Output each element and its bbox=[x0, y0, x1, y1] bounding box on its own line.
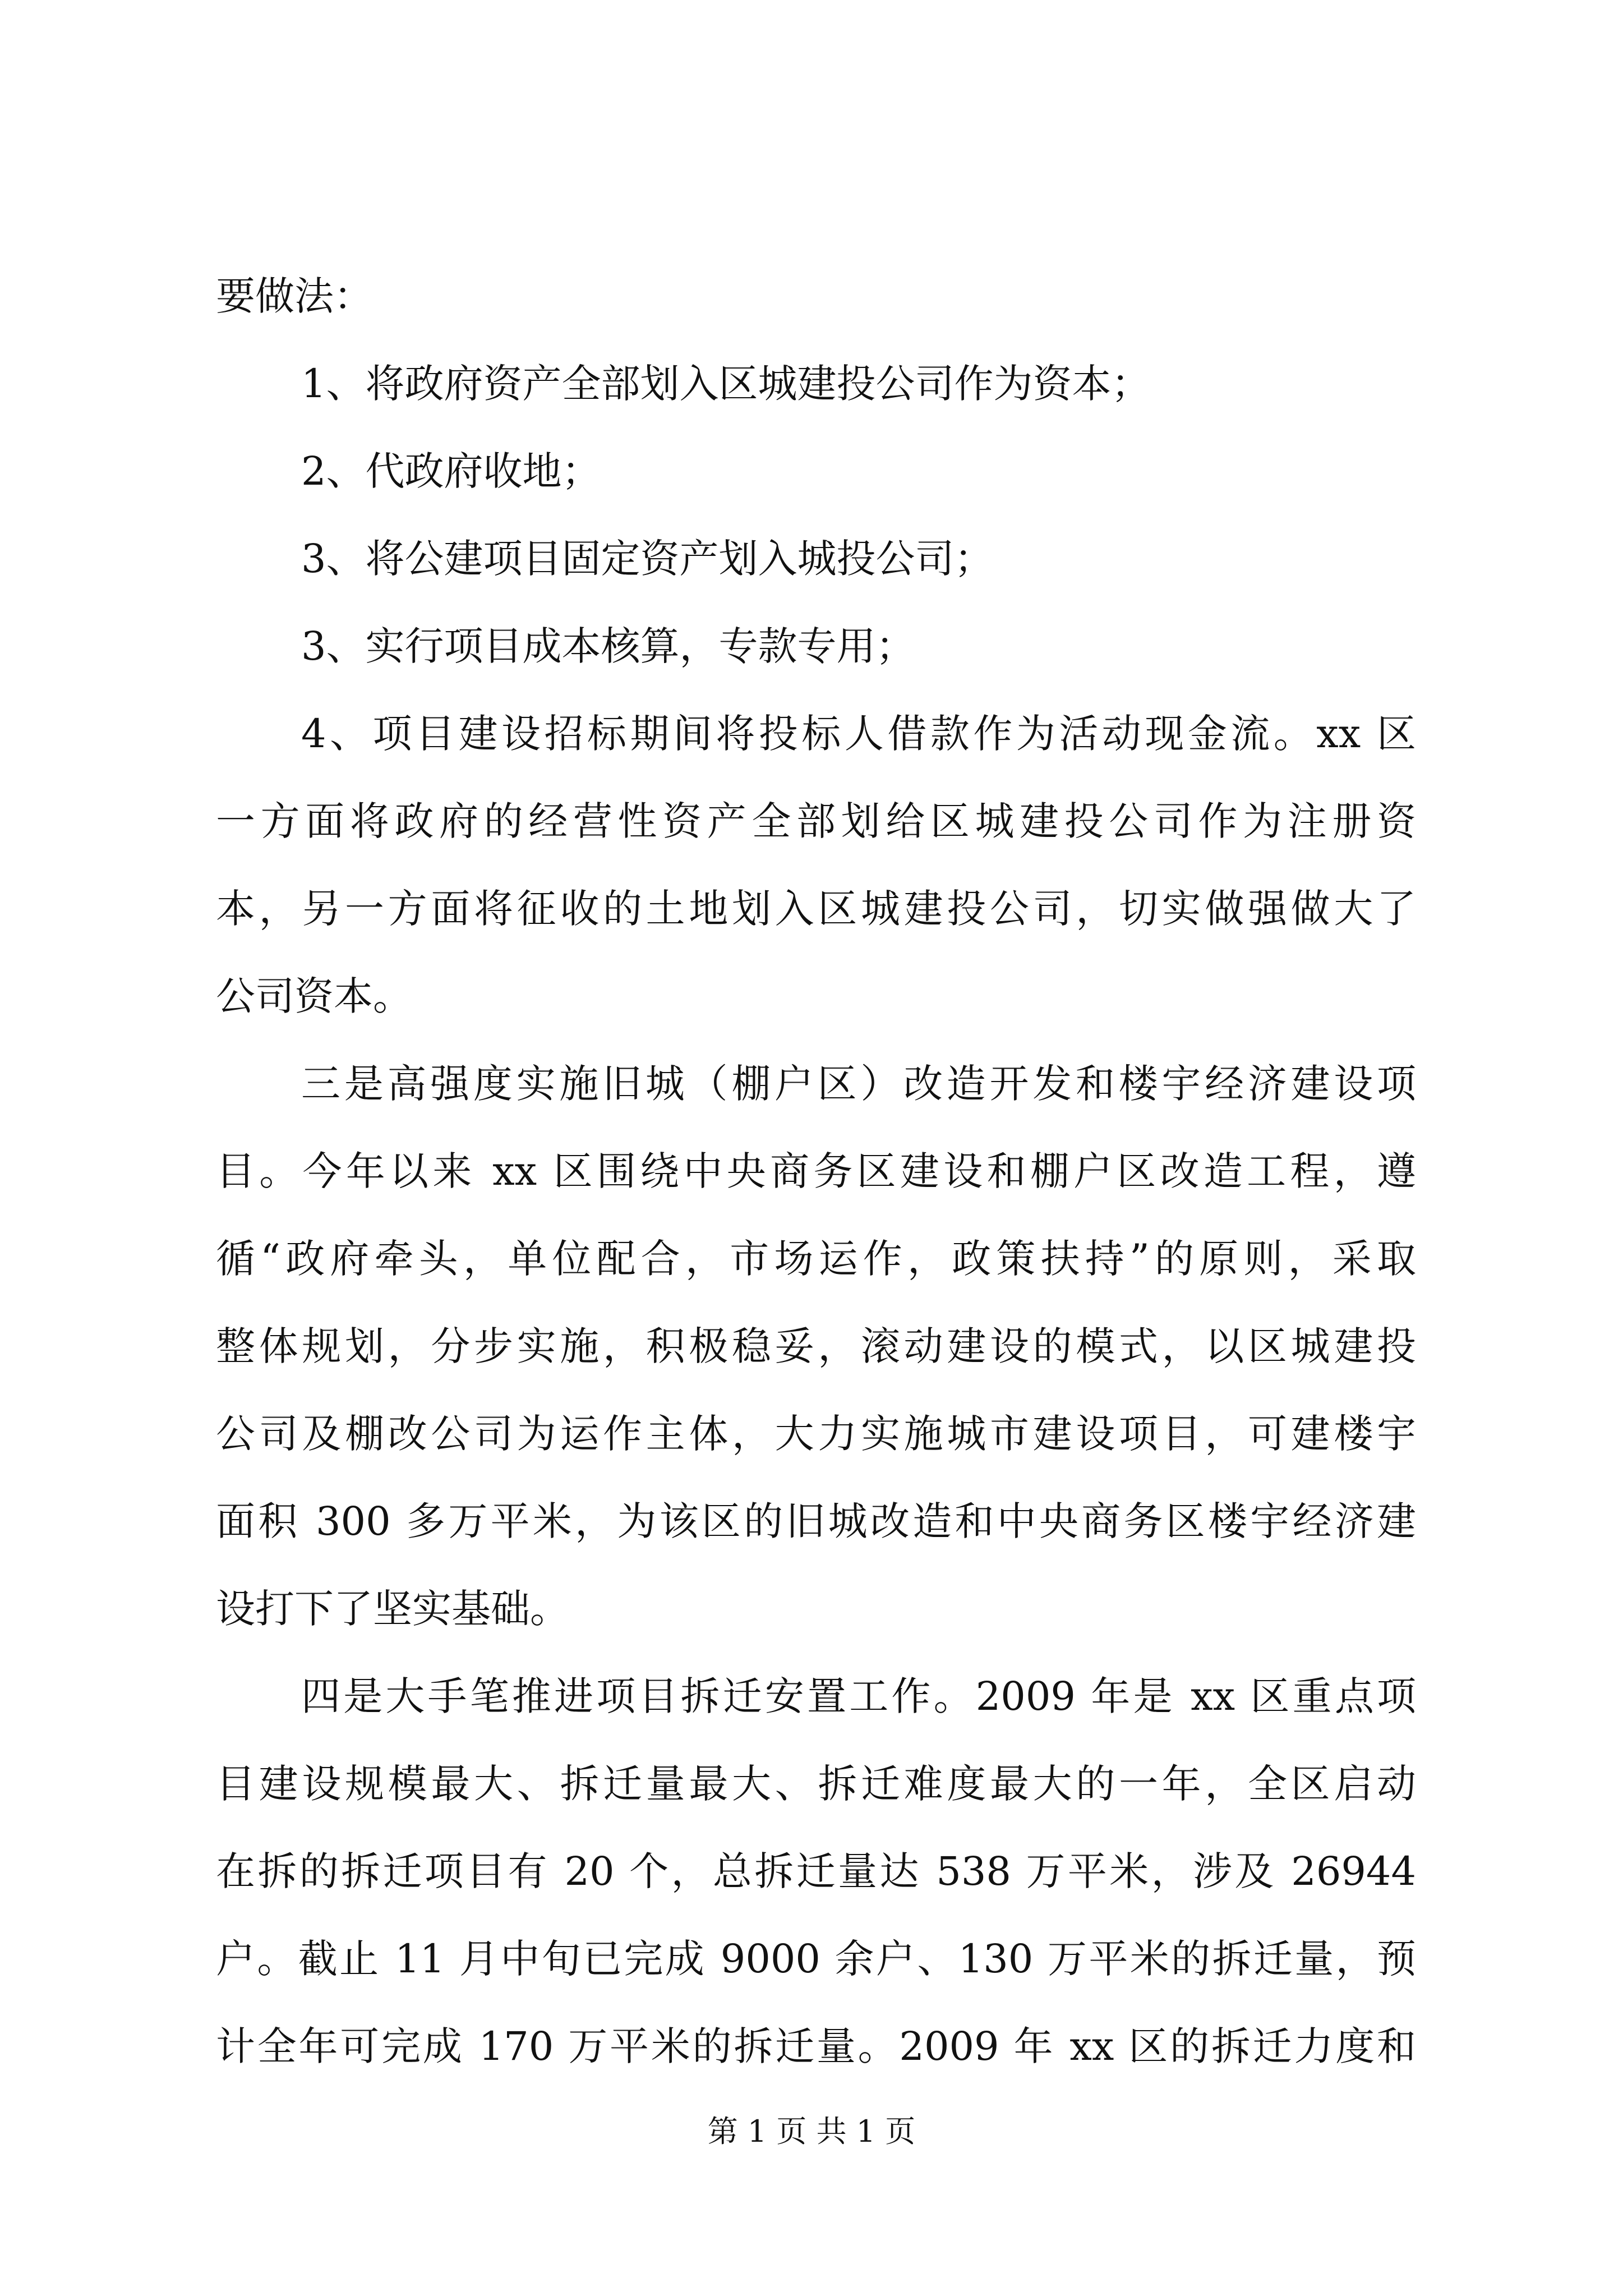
text-line: 计全年可完成 170 万平米的拆迁量。2009 年 xx 区的拆迁力度和 bbox=[216, 2023, 1416, 2069]
text-line: 公司及棚改公司为运作主体，大力实施城市建设项目，可建楼宇 bbox=[216, 1411, 1416, 1457]
text-line: 2、代政府收地； bbox=[301, 448, 601, 494]
text-line: 一方面将政府的经营性资产全部划给区城建投公司作为注册资 bbox=[216, 798, 1416, 844]
text-line: 整体规划，分步实施，积极稳妥，滚动建设的模式，以区城建投 bbox=[216, 1323, 1416, 1369]
text-line: 四是大手笔推进项目拆迁安置工作。2009 年是 xx 区重点项 bbox=[301, 1673, 1416, 1719]
text-line: 3、实行项目成本核算，专款专用； bbox=[301, 623, 915, 669]
text-line: 设打下了坚实基础。 bbox=[216, 1586, 569, 1632]
text-line: 要做法： bbox=[216, 273, 373, 319]
text-line: 三是高强度实施旧城（棚户区）改造开发和楼宇经济建设项 bbox=[301, 1061, 1416, 1107]
text-line: 1、将政府资产全部划入区城建投公司作为资本； bbox=[301, 361, 1151, 407]
text-line: 在拆的拆迁项目有 20 个，总拆迁量达 538 万平米，涉及 26944 bbox=[216, 1848, 1416, 1894]
document-body bbox=[216, 252, 1416, 2090]
text-line: 3、将公建项目固定资产划入城投公司； bbox=[301, 536, 994, 582]
text-line: 户。截止 11 月中旬已完成 9000 余户、130 万平米的拆迁量，预 bbox=[216, 1936, 1416, 1982]
text-line: 循“政府牵头，单位配合，市场运作，政策扶持”的原则，采取 bbox=[216, 1236, 1416, 1282]
text-line: 面积 300 多万平米，为该区的旧城改造和中央商务区楼宇经济建 bbox=[216, 1498, 1416, 1544]
page-footer: 第 1 页 共 1 页 bbox=[707, 2114, 916, 2149]
text-line: 公司资本。 bbox=[216, 973, 412, 1019]
text-line: 本，另一方面将征收的土地划入区城建投公司，切实做强做大了 bbox=[216, 886, 1416, 932]
text-line: 4、项目建设招标期间将投标人借款作为活动现金流。xx 区 bbox=[301, 711, 1416, 757]
text-line: 目。今年以来 xx 区围绕中央商务区建设和棚户区改造工程，遵 bbox=[216, 1148, 1416, 1194]
text-line: 目建设规模最大、拆迁量最大、拆迁难度最大的一年，全区启动 bbox=[216, 1761, 1416, 1807]
